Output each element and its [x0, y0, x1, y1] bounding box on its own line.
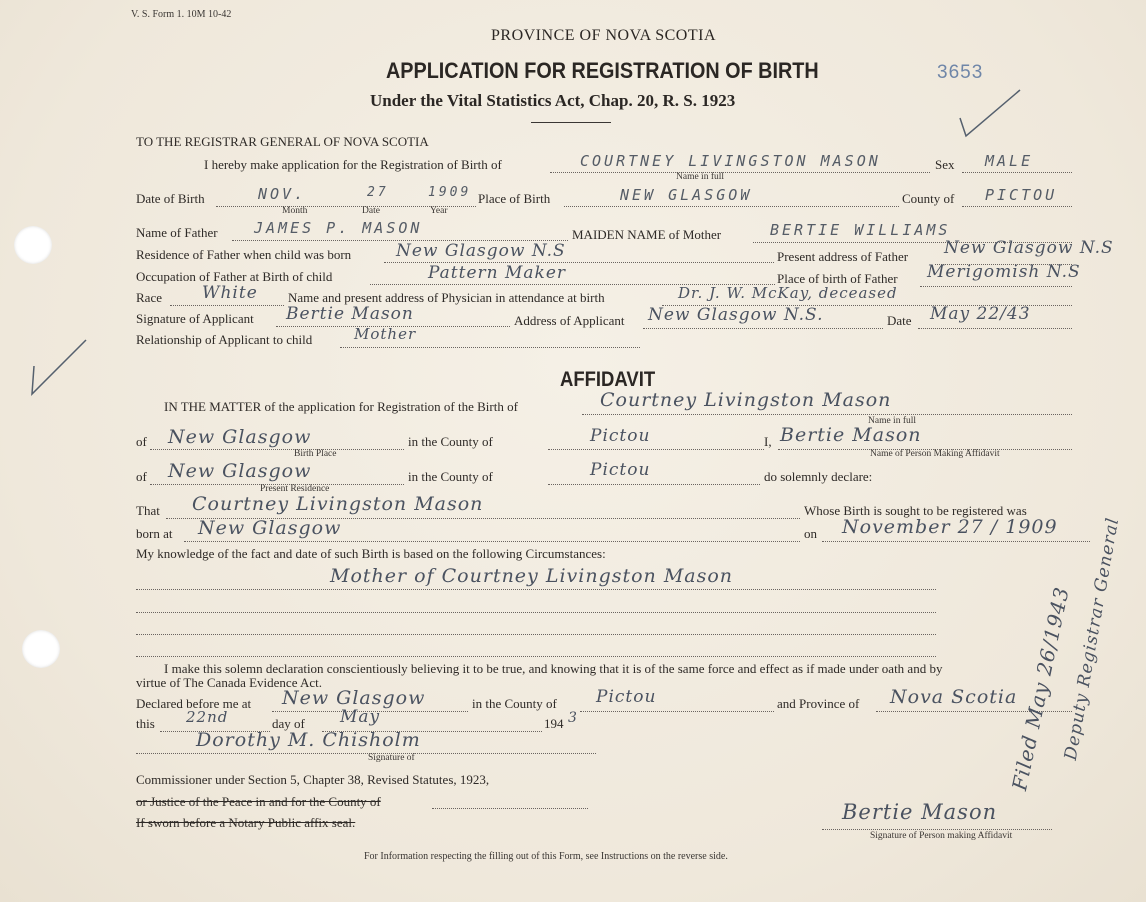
document-page: V. S. Form 1. 10M 10-42 PROVINCE OF NOVA SCOTIA APPLICATION FOR REGISTRATION OF BIRTH Under the Vital Statistics Act, Chap. 20, R. S. 1923 3653 TO THE REGISTRAR GENERAL OF NOVA SCOTIA I hereby make application for the Registration of Birth of COURTNEY LIVINGSTON MASON Name in full Sex MALE Date of Birth NOV. 27 1909 Month Date Year Place of Birth NEW GLASGOW County of PICTOU Name of Father JAMES P. MASON MAIDEN NAME of Mother BERTIE WILLIAMS Residence of Father when child was born New Glasgow N.S Present address of Father New Glasgow N.S Occupation of Father at Birth of child Pattern Maker Place of birth of Father Merigomish N.S Race White Name and present address of Physician in attendance at birth Dr. J. W. McKay, deceased Signature of Applicant Bertie Mason Address of Applicant New Glasgow N.S. Date May 22/43 Relationship of Applicant to child Mother AFFIDAVIT IN THE MATTER of the application for Registration of the Birth of Courtney Livingston Mason Name in full of New Glasgow Birth Place in the County of Pictou I, Bertie Mason Name of Person Making Affidavit of New Glasgow Present Residence in the County of Pictou do solemnly declare: That Courtney Livingston Mason Whose Birth is sought to be registered was born at New Glasgow on November 27 / 1909 My knowledge of the fact and date of such Birth is based on the following Circumstances: Mother of Courtney Livingston Mason I make this solemn declaration conscientiously believing it to be true, and knowing that it is of the same force and effect as if made under oath and by virtue of The Canada Evidence Act. Declared before me at New Glasgow in the County of Pictou and Province of Nova Scotia this 22nd day of May 194 3 Dorothy M. Chisholm Signature of Commissioner under Section 5, Chapter 38, Revised Statutes, 1923, or Justice of the Peace in and for the County of If sworn before a Notary Public affix seal. Bertie Mason Signature of Person making Affidavit Filed May 26/1943 Deputy Registrar General For Information respecting the filling out of this Form, see Instructions on the reverse side. [0, 0, 1146, 902]
commissioner-text: Commissioner under Section 5, Chapter 38, Revised Statutes, 1923, [136, 772, 490, 787]
declaration-line-2: virtue of The Canada Evidence Act. [136, 675, 323, 690]
dotted-line [432, 808, 588, 809]
sex-label: Sex [935, 157, 955, 172]
residence-father: New Glasgow N.S [396, 241, 566, 261]
dotted-line [962, 206, 1072, 207]
title-rule [531, 122, 611, 123]
dotted-line [170, 305, 284, 306]
on-date: November 27 / 1909 [842, 516, 1058, 538]
affiant-name: Bertie Mason [780, 424, 922, 446]
caption-present-residence: Present Residence [260, 484, 330, 494]
i-label: I, [764, 434, 772, 449]
physician: Dr. J. W. McKay, deceased [678, 284, 898, 302]
residence-father-label: Residence of Father when child was born [136, 247, 352, 262]
dotted-line [150, 449, 404, 450]
caption-month: Month [282, 206, 308, 216]
dotted-line [136, 612, 936, 613]
dotted-line [580, 711, 774, 712]
in-county-label: in the County of [472, 696, 557, 711]
born-at: New Glasgow [198, 517, 342, 539]
place-of-birth-label: Place of Birth [478, 191, 551, 206]
dotted-line [822, 541, 1090, 542]
application-date: May 22/43 [930, 304, 1031, 324]
caption-name-in-full: Name in full [676, 172, 725, 182]
to-registrar: TO THE REGISTRAR GENERAL OF NOVA SCOTIA [136, 134, 429, 149]
mother-label: MAIDEN NAME of Mother [572, 227, 722, 242]
punch-hole [22, 630, 60, 668]
dotted-line [136, 753, 596, 754]
occupation-label: Occupation of Father at Birth of child [136, 269, 333, 284]
relationship-label: Relationship of Applicant to child [136, 332, 313, 347]
dotted-line [962, 172, 1072, 173]
dob-date: 27 [367, 185, 389, 200]
county-1: Pictou [590, 426, 651, 446]
dotted-line [550, 172, 930, 173]
born-at-label: born at [136, 526, 173, 541]
father-label: Name of Father [136, 225, 218, 240]
dotted-line [582, 414, 1072, 415]
intro-text: I hereby make application for the Registration of Birth of [204, 157, 502, 172]
caption-affiant: Name of Person Making Affidavit [870, 449, 1000, 459]
present-address-label: Present address of Father [777, 249, 909, 264]
caption-signature-of: Signature of [368, 753, 415, 763]
declared-province: Nova Scotia [890, 686, 1018, 708]
notary-text: If sworn before a Notary Public affix seal. [136, 815, 356, 830]
dob-month: NOV. [258, 185, 307, 203]
year-suffix: 3 [568, 710, 578, 726]
province-label: and Province of [777, 696, 860, 711]
caption-birth-place: Birth Place [294, 449, 337, 459]
physician-label: Name and present address of Physician in attendance at birth [288, 290, 605, 305]
commissioner-signature: Dorothy M. Chisholm [196, 729, 421, 751]
dob-year: 1909 [428, 185, 472, 200]
matter-text: IN THE MATTER of the application for Registration of the Birth of [164, 399, 518, 414]
dob-label: Date of Birth [136, 191, 205, 206]
date-label: Date [887, 313, 912, 328]
day-of-label: day of [272, 716, 305, 731]
in-county-label: in the County of [408, 434, 493, 449]
knowledge-text: My knowledge of the fact and date of such Birth is based on the following Circumstances: [136, 546, 606, 561]
occupation: Pattern Maker [428, 263, 567, 283]
year-prefix: 194 [544, 716, 564, 731]
punch-hole [14, 226, 52, 264]
county-2: Pictou [590, 460, 651, 480]
race-label: Race [136, 290, 162, 305]
declared-label: Declared before me at [136, 696, 252, 711]
applicant-signature: Bertie Mason [286, 304, 414, 324]
page-subtitle: Under the Vital Statistics Act, Chap. 20, R. S. 1923 [370, 91, 736, 110]
of-label: of [136, 469, 147, 484]
place-birth-father-label: Place of birth of Father [777, 271, 898, 286]
relationship: Mother [354, 325, 417, 343]
form-id: V. S. Form 1. 10M 10-42 [131, 9, 232, 20]
county-label: County of [902, 191, 955, 206]
address-applicant: New Glasgow N.S. [648, 305, 824, 325]
matter-name: Courtney Livingston Mason [600, 389, 892, 411]
county-value: PICTOU [985, 186, 1058, 204]
declaration-line-1: I make this solemn declaration conscientiously believing it to be true, and knowing that it is of the same force and effect as if made under oath and by [164, 661, 943, 676]
dotted-line [920, 286, 1072, 287]
race-value: White [202, 283, 258, 303]
declared-at: New Glasgow [282, 687, 426, 709]
father-name: JAMES P. MASON [254, 219, 423, 237]
that-name: Courtney Livingston Mason [192, 493, 484, 515]
caption-affiant-signature: Signature of Person making Affidavit [870, 831, 1013, 841]
stamp-number: 3653 [937, 62, 984, 83]
in-county-label: in the County of [408, 469, 493, 484]
dotted-line [822, 829, 1052, 830]
declared-month: May [340, 707, 381, 727]
dotted-line [184, 541, 800, 542]
caption-name-in-full: Name in full [868, 416, 917, 426]
this-label: this [136, 716, 155, 731]
circumstance: Mother of Courtney Livingston Mason [330, 565, 734, 587]
address-applicant-label: Address of Applicant [514, 313, 625, 328]
province-heading: PROVINCE OF NOVA SCOTIA [491, 27, 717, 44]
dotted-line [340, 347, 640, 348]
place-of-birth: NEW GLASGOW [620, 186, 753, 204]
present-address: New Glasgow N.S [944, 238, 1114, 258]
footer-note: For Information respecting the filling out of this Form, see Instructions on the reverse side. [364, 851, 728, 862]
declare-text: do solemnly declare: [764, 469, 873, 484]
affiant-signature: Bertie Mason [842, 800, 998, 824]
dotted-line [918, 328, 1072, 329]
dotted-line [643, 328, 883, 329]
declared-day: 22nd [186, 708, 229, 726]
caption-date: Date [362, 206, 380, 216]
check-mark-icon [22, 336, 92, 400]
present-residence: New Glasgow [168, 460, 312, 482]
declared-county: Pictou [596, 687, 657, 707]
dotted-line [136, 656, 936, 657]
of-label: of [136, 434, 147, 449]
that-label: That [136, 503, 160, 518]
whose-birth-text: Whose Birth is sought to be registered was [804, 503, 1027, 518]
page-title: APPLICATION FOR REGISTRATION OF BIRTH [386, 58, 819, 83]
signature-label: Signature of Applicant [136, 311, 254, 326]
dotted-line [564, 206, 899, 207]
justice-text: or Justice of the Peace in and for the County of [136, 794, 381, 809]
check-mark-icon [950, 86, 1030, 146]
caption-year: Year [430, 206, 448, 216]
dotted-line [548, 449, 764, 450]
on-label: on [804, 526, 817, 541]
affidavit-heading: AFFIDAVIT [560, 368, 656, 391]
mother-name: BERTIE WILLIAMS [770, 221, 951, 239]
birth-place: New Glasgow [168, 426, 312, 448]
dotted-line [136, 634, 936, 635]
sex-value: MALE [985, 152, 1034, 170]
child-name: COURTNEY LIVINGSTON MASON [580, 152, 881, 170]
dotted-line [548, 484, 760, 485]
place-birth-father: Merigomish N.S [927, 262, 1081, 282]
dotted-line [136, 589, 936, 590]
